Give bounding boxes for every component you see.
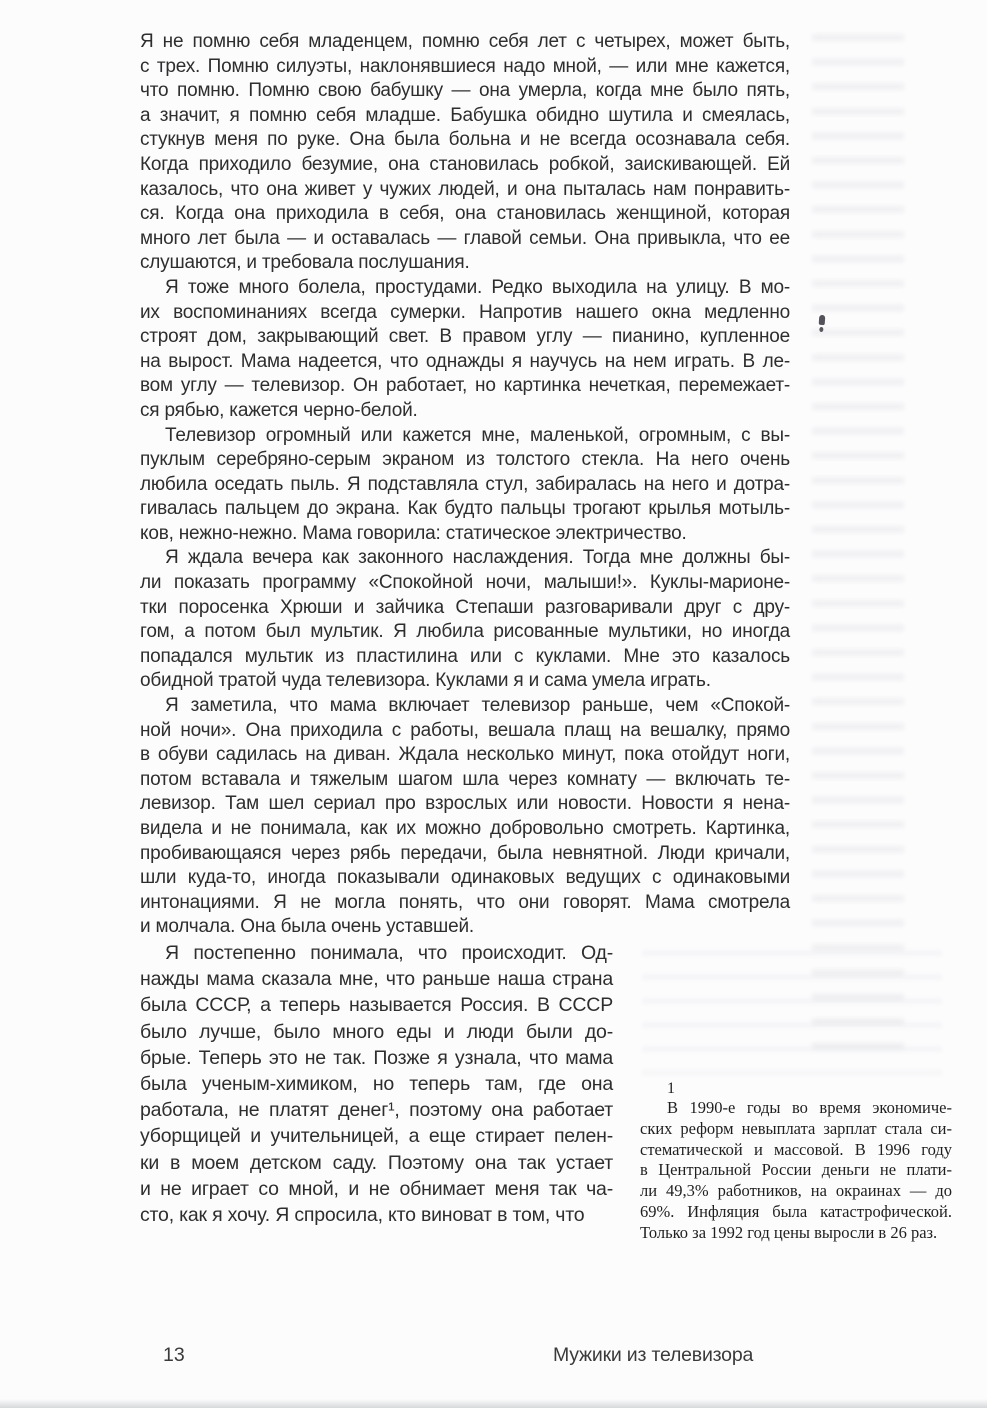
text-line: Я не помню себя младенцем, помню себя лет с четырех, может быть, — [140, 31, 790, 52]
text-line: потом вставала и тяжелым шагом шла через комнату — включать те- — [140, 768, 790, 790]
text-line: Я ждала вечера как законного наслаждения. Тогда мне должны бы- — [165, 547, 790, 569]
text-line: тки поросенка Хрюши и зайчика Степаши разговаривали друг с дру- — [140, 596, 790, 618]
text-line: пуклым серебряно-серым экраном из толстого стекла. На него очень — [140, 449, 790, 471]
text-line: попадался мультик из пластилина или с куклами. Мне это казалось — [140, 645, 790, 667]
paragraph — [140, 940, 613, 1228]
paragraph — [140, 30, 790, 276]
text-line: обидной тратой чуда телевизора. Куклами я и сама умела играть. — [140, 670, 711, 692]
text-line: было лучше, было много еды и люди были до- — [140, 1020, 613, 1043]
text-line: гом, а потом был мультик. Я любила рисованные мультики, но иногда — [140, 621, 790, 643]
text-line: видела и не понимала, как их можно добровольно смотреть. Картинка, — [140, 818, 790, 839]
text-line: и молчала. Она была очень уставшей. — [140, 916, 474, 938]
text-line: стукнув меня по руке. Она была больна и не всегда осознавала себя. — [140, 129, 790, 151]
text-line: слушаются, и требовала послушания. — [140, 252, 470, 274]
footnote-block — [640, 1079, 952, 1244]
text-line: что помню. Помню свою бабушку — она умерла, когда мне было пять, — [140, 80, 790, 102]
text-line: а значит, я помню себя младше. Бабушка обидно шутила и смеялась, — [140, 104, 790, 126]
footnote-marker: 1 — [667, 1080, 675, 1097]
text-line: ся рябью, кажется черно-белой. — [140, 399, 418, 421]
text-line: ков, нежно-нежно. Мама говорила: статическое электричество. — [140, 522, 687, 544]
text-line: строят дом, закрывающий свет. В правом углу — пианино, купленное — [140, 326, 790, 348]
text-line: Телевизор огромный или кажется мне, маленькой, огромным, с вы- — [165, 424, 790, 446]
text-line: ли показать программу «Спокойной ночи, малыши!». Куклы-марионе- — [140, 572, 790, 594]
text-line: сто, как я хочу. Я спросила, кто виноват в том, что — [140, 1204, 585, 1226]
body-text-block — [140, 30, 790, 1228]
text-line: в обуви садилась на диван. Ждала несколько минут, пока отойдут ноги, — [140, 744, 790, 766]
text-line: гивалась пальцем до экрана. Как будто пальцы трогают крылья мотыль- — [140, 498, 790, 520]
text-line: с трех. Помню силуэты, наклонявшиеся надо мной, — или мне кажется, — [140, 55, 790, 77]
text-line: Когда приходило безумие, она становилась робкой, заискивающей. Ей — [140, 153, 790, 175]
text-line: левизор. Там шел сериал про взрослых или новости. Новости я нена- — [140, 793, 790, 815]
text-line: была ученым-химиком, но теперь там, где она — [140, 1072, 613, 1095]
footnote-line: стематической и массовой. В 1996 году — [640, 1139, 952, 1159]
footnote-line: В 1990-е годы во время экономиче- — [667, 1098, 952, 1117]
footnote-line: ли 49,3% работников, на окраинах — до — [640, 1181, 952, 1201]
text-line: ной ночи». Она приходила с работы, вешала плащ на вешалку, прямо — [140, 719, 790, 741]
bleedthrough-ghost-text — [812, 34, 904, 1064]
page-number: 13 — [163, 1344, 185, 1366]
paragraph — [140, 546, 790, 694]
running-title: Мужики из телевизора — [553, 1344, 754, 1366]
text-line: была СССР, а теперь называется Россия. В СССР — [140, 994, 613, 1017]
footnote-line: в Центральной России деньги не плати- — [640, 1160, 952, 1180]
text-line: много лет была — и оставалась — главой семьи. Она привыкла, что ее — [140, 227, 790, 249]
footnote-line: ских реформ невыплата зарплат стала си- — [640, 1118, 952, 1138]
paragraph — [140, 276, 790, 424]
text-line: пробивающаяся через рябь передачи, была невнятной. Люди кричали, — [140, 842, 790, 864]
footnote-line: Только за 1992 год цены выросли в 26 раз. — [640, 1222, 938, 1242]
text-line: Я тоже много болела, простудами. Редко выходила на улицу. В мо- — [165, 276, 790, 298]
text-line: работала, не платят денег¹, поэтому она работает — [140, 1099, 613, 1122]
text-line: их воспоминаниях всегда сумерки. Напротив нашего окна медленно — [140, 301, 790, 323]
text-line: Я заметила, что мама включает телевизор раньше, чем «Спокой- — [165, 695, 790, 717]
text-line: интонациями. Я не могла понять, что они говорят. Мама смотрела — [140, 891, 790, 913]
text-line: уборщицей и учительницей, а еще стирает пелен- — [140, 1125, 613, 1148]
text-line: ки в моем детском саду. Поэтому она так устает — [140, 1151, 613, 1174]
text-line: вом углу — телевизор. Он работает, но картинка нечеткая, перемежает- — [140, 375, 790, 397]
text-line: шли куда-то, иногда показывали одинаковых ведущих с одинаковыми — [140, 867, 790, 889]
text-line: казалось, что она живет у чужих людей, и она пыталась нам понравить- — [140, 178, 790, 200]
ink-mark-artifact — [819, 315, 826, 325]
text-line: брые. Теперь это не так. Позже я узнала, что мама — [140, 1046, 613, 1069]
scan-edge-shadow — [0, 1399, 987, 1408]
text-line: Я постепенно понимала, что происходит. Од- — [165, 941, 613, 964]
text-line: и не играет со мной, и не обнимает меня так ча- — [140, 1177, 613, 1200]
text-line: на вырост. Мама надеется, что однажды я научусь на нем играть. В ле- — [140, 350, 790, 372]
text-line: ся. Когда она приходила в себя, она становилась женщиной, которая — [140, 203, 790, 225]
text-line: нажды мама сказала мне, что раньше наша страна — [140, 968, 613, 991]
paragraph — [140, 424, 790, 547]
text-line: любила оседать пыль. Я подставляла стул, забиралась на него и дотра- — [140, 473, 790, 495]
paragraph — [140, 694, 790, 940]
footnote-lines — [640, 1098, 952, 1244]
footnote-line: 69%. Инфляция была катастрофической. — [640, 1201, 952, 1221]
